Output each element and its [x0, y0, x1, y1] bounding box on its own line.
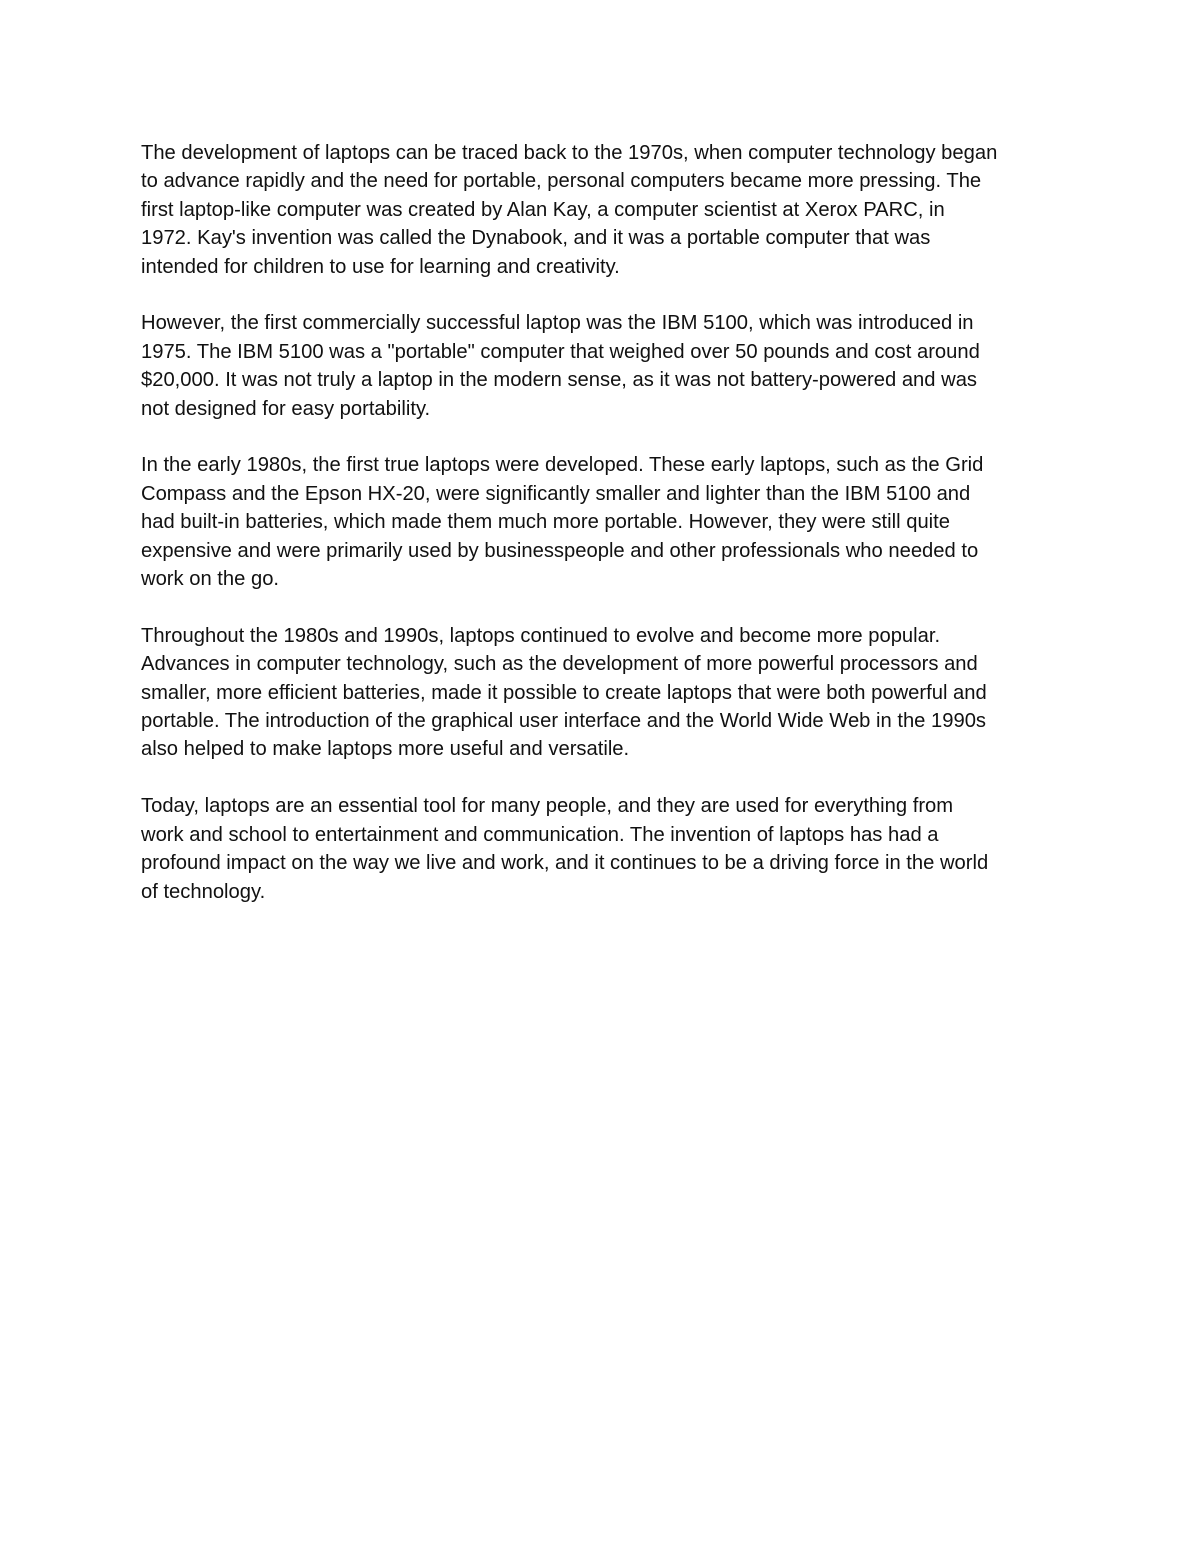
paragraph-4 [141, 622, 1066, 764]
text-line: not designed for easy portability. [141, 397, 431, 420]
text-line: portable. The introduction of the graphical user interface and the World Wide Web in the 1990s [141, 710, 987, 733]
text-line: $20,000. It was not truly a laptop in the modern sense, as it was not battery-powered and was [141, 369, 978, 392]
paragraph-5 [141, 792, 1066, 906]
text-line: to advance rapidly and the need for portable, personal computers became more pressing. The [141, 170, 982, 193]
text-line: intended for children to use for learning and creativity. [141, 255, 620, 278]
paragraph-2 [141, 309, 1066, 423]
text-line: smaller, more efficient batteries, made it possible to create laptops that were both powerful and [141, 681, 987, 704]
document-body [141, 139, 1066, 934]
paragraph-3 [141, 451, 1066, 593]
text-line: Compass and the Epson HX-20, were significantly smaller and lighter than the IBM 5100 and [141, 482, 971, 505]
text-line: In the early 1980s, the first true laptops were developed. These early laptops, such as the Grid [141, 454, 984, 477]
text-line: Throughout the 1980s and 1990s, laptops continued to evolve and become more popular. [141, 624, 941, 647]
text-line: had built-in batteries, which made them much more portable. However, they were still quite [141, 511, 951, 534]
text-line: first laptop-like computer was created by Alan Kay, a computer scientist at Xerox PARC, in [141, 198, 945, 221]
text-line: Today, laptops are an essential tool for many people, and they are used for everything from [141, 795, 954, 818]
text-line: However, the first commercially successful laptop was the IBM 5100, which was introduced in [141, 312, 974, 335]
text-line: of technology. [141, 880, 266, 903]
text-line: 1975. The IBM 5100 was a "portable" computer that weighed over 50 pounds and cost around [141, 340, 980, 363]
text-line: 1972. Kay's invention was called the Dynabook, and it was a portable computer that was [141, 227, 931, 250]
text-line: work on the go. [141, 568, 280, 591]
text-line: work and school to entertainment and communication. The invention of laptops has had a [141, 823, 939, 846]
text-line: Advances in computer technology, such as the development of more powerful processors and [141, 653, 978, 676]
text-line: expensive and were primarily used by businesspeople and other professionals who needed to [141, 539, 979, 562]
text-line: profound impact on the way we live and work, and it continues to be a driving force in the world [141, 852, 989, 875]
paragraph-1 [141, 139, 1066, 281]
text-line: also helped to make laptops more useful and versatile. [141, 738, 630, 761]
text-line: The development of laptops can be traced back to the 1970s, when computer technology began [141, 142, 998, 164]
